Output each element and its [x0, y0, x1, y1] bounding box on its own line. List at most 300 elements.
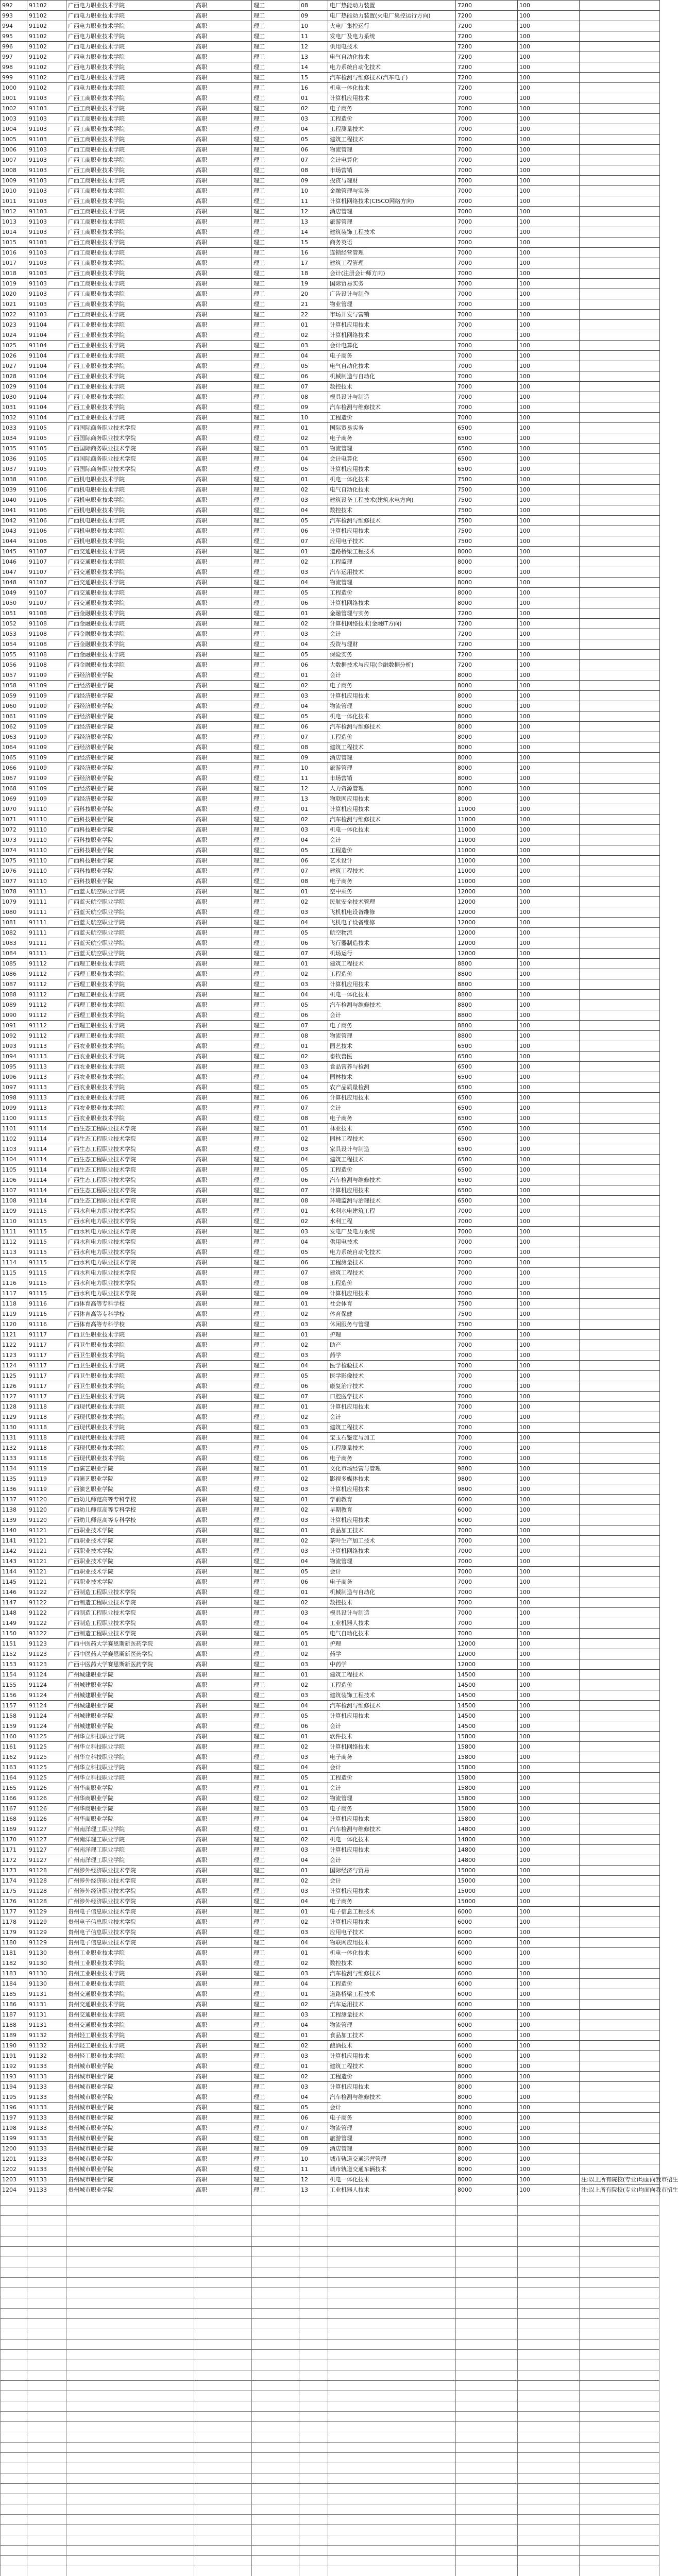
row-note-cell	[580, 1917, 660, 1927]
row-note-cell	[580, 320, 660, 330]
row-type-cell: 理工	[252, 238, 299, 248]
table-row	[1, 1206, 660, 1216]
row-school-cell: 广西电力职业技术学院	[66, 11, 194, 21]
table-row	[1, 856, 660, 866]
table-row	[1, 1237, 660, 1247]
table-row	[1, 691, 660, 701]
row-fee-cell: 7000	[456, 1453, 518, 1464]
row-school-cell: 贵州城市职业学院	[66, 2175, 194, 2185]
row-school-cell: 广州涉外经济职业技术学院	[66, 1886, 194, 1896]
row-code-cell: 91112	[27, 1031, 66, 1041]
row-fee-cell: 7000	[456, 1536, 518, 1546]
row-seq-cell: 1049	[1, 588, 27, 598]
row-code-cell: 91124	[27, 1721, 66, 1732]
row-major-code-cell: 03	[299, 1484, 328, 1495]
row-school-cell: 贵州工业职业技术学院	[66, 1958, 194, 1969]
row-school-cell: 贵州城市职业学院	[66, 2133, 194, 2144]
row-major-code-cell: 02	[299, 1793, 328, 1804]
row-major-code-cell: 02	[299, 557, 328, 567]
row-type-cell: 理工	[252, 505, 299, 516]
row-type-cell: 理工	[252, 1299, 299, 1309]
row-note-cell	[580, 1546, 660, 1556]
row-category-cell: 高职	[194, 1752, 252, 1762]
row-type-cell: 理工	[252, 650, 299, 660]
table-row	[1, 2030, 660, 2041]
row-school-cell: 广西幼儿师范高等专科学校	[66, 1505, 194, 1515]
table-row	[1, 268, 660, 279]
row-fee-cell: 7000	[456, 341, 518, 351]
row-type-cell: 理工	[252, 93, 299, 104]
row-note-cell	[580, 1052, 660, 1062]
row-plan-cell: 100	[518, 21, 580, 31]
row-category-cell: 高职	[194, 928, 252, 938]
row-fee-cell: 8000	[456, 567, 518, 578]
row-seq-cell: 1034	[1, 433, 27, 444]
row-type-cell: 理工	[252, 753, 299, 763]
row-type-cell: 理工	[252, 1907, 299, 1917]
row-school-cell: 广西经济职业学院	[66, 670, 194, 681]
row-fee-cell: 12000	[456, 918, 518, 928]
row-code-cell: 91116	[27, 1299, 66, 1309]
row-category-cell: 高职	[194, 207, 252, 217]
row-plan-cell: 100	[518, 773, 580, 784]
row-major-code-cell: 06	[299, 1381, 328, 1392]
row-seq-cell: 1016	[1, 248, 27, 258]
row-seq-cell: 1021	[1, 299, 27, 310]
row-seq-cell: 1061	[1, 711, 27, 722]
row-major-code-cell: 06	[299, 722, 328, 732]
row-type-cell: 理工	[252, 1742, 299, 1752]
row-type-cell: 理工	[252, 330, 299, 341]
row-major-code-cell: 07	[299, 1268, 328, 1278]
row-school-cell: 广州涉外经济职业技术学院	[66, 1896, 194, 1907]
table-row	[1, 711, 660, 722]
row-category-cell: 高职	[194, 588, 252, 598]
row-seq-cell: 1193	[1, 2072, 27, 2082]
row-plan-cell: 100	[518, 1855, 580, 1866]
row-school-cell: 广西工商职业技术学院	[66, 124, 194, 134]
row-code-cell: 91109	[27, 670, 66, 681]
row-plan-cell: 100	[518, 196, 580, 207]
row-code-cell: 91110	[27, 876, 66, 887]
row-school-cell: 广西工业职业技术学院	[66, 402, 194, 413]
row-type-cell: 理工	[252, 1258, 299, 1268]
row-code-cell: 91133	[27, 2164, 66, 2175]
row-plan-cell: 100	[518, 1783, 580, 1793]
row-note-cell	[580, 2164, 660, 2175]
row-plan-cell: 100	[518, 1927, 580, 1938]
row-note-cell	[580, 1649, 660, 1659]
row-note-cell	[580, 969, 660, 979]
row-major-cell: 会计电算化	[328, 341, 456, 351]
row-seq-cell: 1109	[1, 1206, 27, 1216]
row-major-cell: 汽车检测与维修技术	[328, 722, 456, 732]
row-seq-cell: 1120	[1, 1319, 27, 1330]
row-code-cell: 91113	[27, 1052, 66, 1062]
row-plan-cell: 100	[518, 742, 580, 753]
row-fee-cell: 12000	[456, 928, 518, 938]
row-fee-cell: 7000	[456, 310, 518, 320]
row-seq-cell: 1088	[1, 990, 27, 1000]
row-category-cell: 高职	[194, 485, 252, 495]
row-type-cell: 理工	[252, 1052, 299, 1062]
table-row	[1, 1907, 660, 1917]
row-plan-cell: 100	[518, 897, 580, 907]
row-major-code-cell: 04	[299, 701, 328, 711]
row-category-cell: 高职	[194, 2041, 252, 2051]
table-row	[1, 2020, 660, 2030]
row-note-cell	[580, 1361, 660, 1371]
row-seq-cell: 995	[1, 31, 27, 42]
row-type-cell: 理工	[252, 62, 299, 73]
row-major-code-cell: 05	[299, 1371, 328, 1381]
row-major-cell: 药学	[328, 1649, 456, 1659]
row-major-code-cell: 01	[299, 547, 328, 557]
row-type-cell: 理工	[252, 1319, 299, 1330]
row-category-cell: 高职	[194, 341, 252, 351]
row-major-cell: 数控技术	[328, 1958, 456, 1969]
row-type-cell: 理工	[252, 979, 299, 990]
row-school-cell: 广西工业职业技术学院	[66, 351, 194, 361]
row-plan-cell: 100	[518, 2103, 580, 2113]
row-category-cell: 高职	[194, 1361, 252, 1371]
row-major-cell: 物流管理	[328, 1793, 456, 1804]
row-category-cell: 高职	[194, 1464, 252, 1474]
row-type-cell: 理工	[252, 1402, 299, 1412]
row-code-cell: 91103	[27, 268, 66, 279]
row-type-cell: 理工	[252, 670, 299, 681]
row-major-cell: 计算机应用技术	[328, 804, 456, 815]
row-major-code-cell: 03	[299, 2051, 328, 2061]
row-major-code-cell: 17	[299, 258, 328, 268]
row-major-cell: 大数据技术与应用(金融数据分析)	[328, 660, 456, 670]
row-type-cell: 理工	[252, 320, 299, 330]
row-seq-cell: 1115	[1, 1268, 27, 1278]
row-code-cell: 91131	[27, 1989, 66, 1999]
row-major-code-cell: 10	[299, 413, 328, 423]
row-major-code-cell: 02	[299, 1680, 328, 1690]
row-plan-cell: 100	[518, 1752, 580, 1762]
row-seq-cell: 1080	[1, 907, 27, 918]
row-major-code-cell: 04	[299, 1072, 328, 1082]
row-note-cell	[580, 1505, 660, 1515]
row-fee-cell: 12000	[456, 887, 518, 897]
row-note-cell	[580, 1536, 660, 1546]
row-type-cell: 理工	[252, 196, 299, 207]
row-fee-cell: 14800	[456, 1845, 518, 1855]
row-seq-cell: 1017	[1, 258, 27, 268]
row-major-cell: 会计电算化	[328, 155, 456, 165]
row-code-cell: 91105	[27, 433, 66, 444]
row-code-cell: 91109	[27, 701, 66, 711]
row-seq-cell: 1135	[1, 1474, 27, 1484]
row-school-cell: 广西卫生职业技术学院	[66, 1350, 194, 1361]
row-code-cell: 91108	[27, 650, 66, 660]
row-fee-cell: 6500	[456, 1103, 518, 1113]
row-school-cell: 广西经济职业学院	[66, 701, 194, 711]
row-plan-cell: 100	[518, 1144, 580, 1155]
row-plan-cell: 100	[518, 1577, 580, 1587]
row-type-cell: 理工	[252, 310, 299, 320]
row-code-cell: 91120	[27, 1515, 66, 1526]
row-type-cell: 理工	[252, 2092, 299, 2103]
row-type-cell: 理工	[252, 2041, 299, 2051]
row-category-cell: 高职	[194, 1773, 252, 1783]
row-major-cell: 电气自动化技术	[328, 485, 456, 495]
row-code-cell: 91107	[27, 547, 66, 557]
row-category-cell: 高职	[194, 1649, 252, 1659]
row-category-cell: 高职	[194, 1866, 252, 1876]
row-seq-cell: 1010	[1, 186, 27, 196]
row-school-cell: 广西科技职业学院	[66, 815, 194, 825]
table-row	[1, 1752, 660, 1762]
row-code-cell: 91118	[27, 1412, 66, 1422]
row-school-cell: 广州南洋理工职业学院	[66, 1845, 194, 1855]
row-fee-cell: 6000	[456, 2010, 518, 2020]
row-plan-cell: 100	[518, 2185, 580, 2195]
row-code-cell: 91106	[27, 516, 66, 526]
row-note-cell	[580, 268, 660, 279]
row-seq-cell: 1151	[1, 1639, 27, 1649]
row-plan-cell: 100	[518, 1845, 580, 1855]
table-row	[1, 1072, 660, 1082]
table-row	[1, 1938, 660, 1948]
row-fee-cell: 14500	[456, 1711, 518, 1721]
row-category-cell: 高职	[194, 1175, 252, 1185]
row-seq-cell: 1107	[1, 1185, 27, 1196]
row-major-code-cell: 07	[299, 1392, 328, 1402]
row-major-code-cell: 06	[299, 371, 328, 382]
row-code-cell: 91125	[27, 1752, 66, 1762]
row-plan-cell: 100	[518, 2030, 580, 2041]
row-type-cell: 理工	[252, 598, 299, 608]
row-note-cell	[580, 691, 660, 701]
row-major-cell: 物联网应用技术	[328, 794, 456, 804]
row-type-cell: 理工	[252, 227, 299, 238]
row-code-cell: 91104	[27, 351, 66, 361]
row-category-cell: 高职	[194, 2133, 252, 2144]
row-code-cell: 91115	[27, 1216, 66, 1227]
row-code-cell: 91127	[27, 1855, 66, 1866]
row-major-code-cell: 05	[299, 1247, 328, 1258]
row-major-code-cell: 11	[299, 773, 328, 784]
row-type-cell: 理工	[252, 1062, 299, 1072]
row-note-cell	[580, 73, 660, 83]
row-note-cell	[580, 794, 660, 804]
row-major-cell: 物流管理	[328, 444, 456, 454]
row-school-cell: 广西机电职业技术学院	[66, 495, 194, 505]
row-plan-cell: 100	[518, 629, 580, 639]
row-category-cell: 高职	[194, 2175, 252, 2185]
row-code-cell: 91112	[27, 969, 66, 979]
row-category-cell: 高职	[194, 31, 252, 42]
row-note-cell	[580, 454, 660, 464]
row-type-cell: 理工	[252, 279, 299, 289]
row-note-cell	[580, 1000, 660, 1010]
row-seq-cell: 1136	[1, 1484, 27, 1495]
row-fee-cell: 8000	[456, 2133, 518, 2144]
row-fee-cell: 11000	[456, 825, 518, 835]
row-code-cell: 91103	[27, 310, 66, 320]
row-school-cell: 广西工业职业技术学院	[66, 341, 194, 351]
row-type-cell: 理工	[252, 588, 299, 598]
row-major-cell: 计算机网络技术(CISCO网络方向)	[328, 196, 456, 207]
row-type-cell: 理工	[252, 1948, 299, 1958]
row-major-cell: 电力系统自动化技术	[328, 62, 456, 73]
row-major-code-cell: 04	[299, 1237, 328, 1247]
row-school-cell: 广西农业职业技术学院	[66, 1093, 194, 1103]
row-major-cell: 应用电子技术	[328, 1927, 456, 1938]
table-row	[1, 1711, 660, 1721]
row-fee-cell: 7000	[456, 382, 518, 392]
table-row	[1, 1052, 660, 1062]
table-row	[1, 52, 660, 62]
row-school-cell: 贵州城市职业学院	[66, 2185, 194, 2195]
row-seq-cell: 1001	[1, 93, 27, 104]
table-row	[1, 547, 660, 557]
row-major-cell: 火电厂集控运行	[328, 21, 456, 31]
row-type-cell: 理工	[252, 176, 299, 186]
table-row	[1, 1670, 660, 1680]
row-major-code-cell: 05	[299, 588, 328, 598]
row-major-code-cell: 03	[299, 691, 328, 701]
row-major-code-cell: 01	[299, 93, 328, 104]
row-plan-cell: 100	[518, 413, 580, 423]
row-seq-cell: 1038	[1, 474, 27, 485]
row-major-code-cell: 01	[299, 1732, 328, 1742]
row-category-cell: 高职	[194, 1082, 252, 1093]
table-row	[1, 505, 660, 516]
row-school-cell: 广西工业职业技术学院	[66, 320, 194, 330]
table-row	[1, 1319, 660, 1330]
row-seq-cell: 1113	[1, 1247, 27, 1258]
row-plan-cell: 100	[518, 1567, 580, 1577]
row-note-cell	[580, 1567, 660, 1577]
row-category-cell: 高职	[194, 1618, 252, 1629]
table-row	[1, 1134, 660, 1144]
row-category-cell: 高职	[194, 2113, 252, 2123]
row-school-cell: 广州城建职业学院	[66, 1670, 194, 1680]
row-fee-cell: 7000	[456, 1433, 518, 1443]
table-row	[1, 1587, 660, 1598]
row-type-cell: 理工	[252, 413, 299, 423]
row-major-code-cell: 04	[299, 1701, 328, 1711]
row-code-cell: 91106	[27, 495, 66, 505]
row-seq-cell: 1203	[1, 2175, 27, 2185]
row-fee-cell: 15800	[456, 1762, 518, 1773]
row-plan-cell: 100	[518, 794, 580, 804]
row-code-cell: 91109	[27, 753, 66, 763]
row-category-cell: 高职	[194, 1052, 252, 1062]
table-row	[1, 1247, 660, 1258]
row-plan-cell: 100	[518, 598, 580, 608]
row-type-cell: 理工	[252, 948, 299, 959]
row-plan-cell: 100	[518, 444, 580, 454]
row-plan-cell: 100	[518, 691, 580, 701]
row-code-cell: 91111	[27, 918, 66, 928]
row-note-cell	[580, 145, 660, 155]
row-plan-cell: 100	[518, 660, 580, 670]
row-fee-cell: 8000	[456, 2175, 518, 2185]
row-note-cell	[580, 711, 660, 722]
row-seq-cell: 1152	[1, 1649, 27, 1659]
row-fee-cell: 11000	[456, 856, 518, 866]
row-school-cell: 广西制造工程职业技术学院	[66, 1587, 194, 1598]
row-major-cell: 建筑工程技术	[328, 742, 456, 753]
row-type-cell: 理工	[252, 938, 299, 948]
row-plan-cell: 100	[518, 1082, 580, 1093]
row-school-cell: 广西卫生职业技术学院	[66, 1330, 194, 1340]
row-type-cell: 理工	[252, 1216, 299, 1227]
row-major-cell: 会计	[328, 1876, 456, 1886]
row-code-cell: 91103	[27, 279, 66, 289]
row-note-cell	[580, 289, 660, 299]
row-plan-cell: 100	[518, 1866, 580, 1876]
table-row	[1, 1948, 660, 1958]
row-major-code-cell: 04	[299, 1155, 328, 1165]
table-row	[1, 1732, 660, 1742]
row-code-cell: 91108	[27, 608, 66, 619]
row-fee-cell: 6000	[456, 1917, 518, 1927]
row-category-cell: 高职	[194, 835, 252, 845]
row-code-cell: 91106	[27, 485, 66, 495]
row-major-code-cell: 02	[299, 330, 328, 341]
row-school-cell: 广西机电职业技术学院	[66, 505, 194, 516]
row-fee-cell: 7200	[456, 11, 518, 21]
row-fee-cell: 6500	[456, 1072, 518, 1082]
row-major-cell: 电子商务	[328, 1453, 456, 1464]
row-school-cell: 广州涉外经济职业技术学院	[66, 1876, 194, 1886]
row-fee-cell: 8000	[456, 732, 518, 742]
row-school-cell: 广西交通职业技术学院	[66, 588, 194, 598]
row-fee-cell: 12000	[456, 1649, 518, 1659]
row-note-cell	[580, 474, 660, 485]
row-fee-cell: 9800	[456, 1484, 518, 1495]
row-fee-cell: 7000	[456, 145, 518, 155]
row-code-cell: 91121	[27, 1536, 66, 1546]
row-type-cell: 理工	[252, 341, 299, 351]
row-note-cell	[580, 1134, 660, 1144]
row-major-code-cell: 05	[299, 711, 328, 722]
row-school-cell: 广西经济职业学院	[66, 753, 194, 763]
row-seq-cell: 1197	[1, 2113, 27, 2123]
row-major-code-cell: 05	[299, 1773, 328, 1783]
row-seq-cell: 1148	[1, 1608, 27, 1618]
row-type-cell: 理工	[252, 815, 299, 825]
row-code-cell: 91113	[27, 1072, 66, 1082]
row-major-cell: 计算机应用技术	[328, 1814, 456, 1824]
row-major-code-cell: 05	[299, 845, 328, 856]
row-type-cell: 理工	[252, 1000, 299, 1010]
row-seq-cell: 1033	[1, 423, 27, 433]
row-category-cell: 高职	[194, 1289, 252, 1299]
row-fee-cell: 6500	[456, 423, 518, 433]
row-category-cell: 高职	[194, 310, 252, 320]
row-type-cell: 理工	[252, 2103, 299, 2113]
row-seq-cell: 1173	[1, 1866, 27, 1876]
row-school-cell: 广西农业职业技术学院	[66, 1103, 194, 1113]
row-type-cell: 理工	[252, 1113, 299, 1124]
row-type-cell: 理工	[252, 454, 299, 464]
row-major-code-cell: 04	[299, 454, 328, 464]
row-seq-cell: 1168	[1, 1814, 27, 1824]
row-note-cell	[580, 804, 660, 815]
row-school-cell: 广西经济职业学院	[66, 732, 194, 742]
table-row	[1, 1422, 660, 1433]
row-fee-cell: 15000	[456, 1866, 518, 1876]
row-note-cell	[580, 1010, 660, 1021]
row-major-code-cell: 02	[299, 1505, 328, 1515]
